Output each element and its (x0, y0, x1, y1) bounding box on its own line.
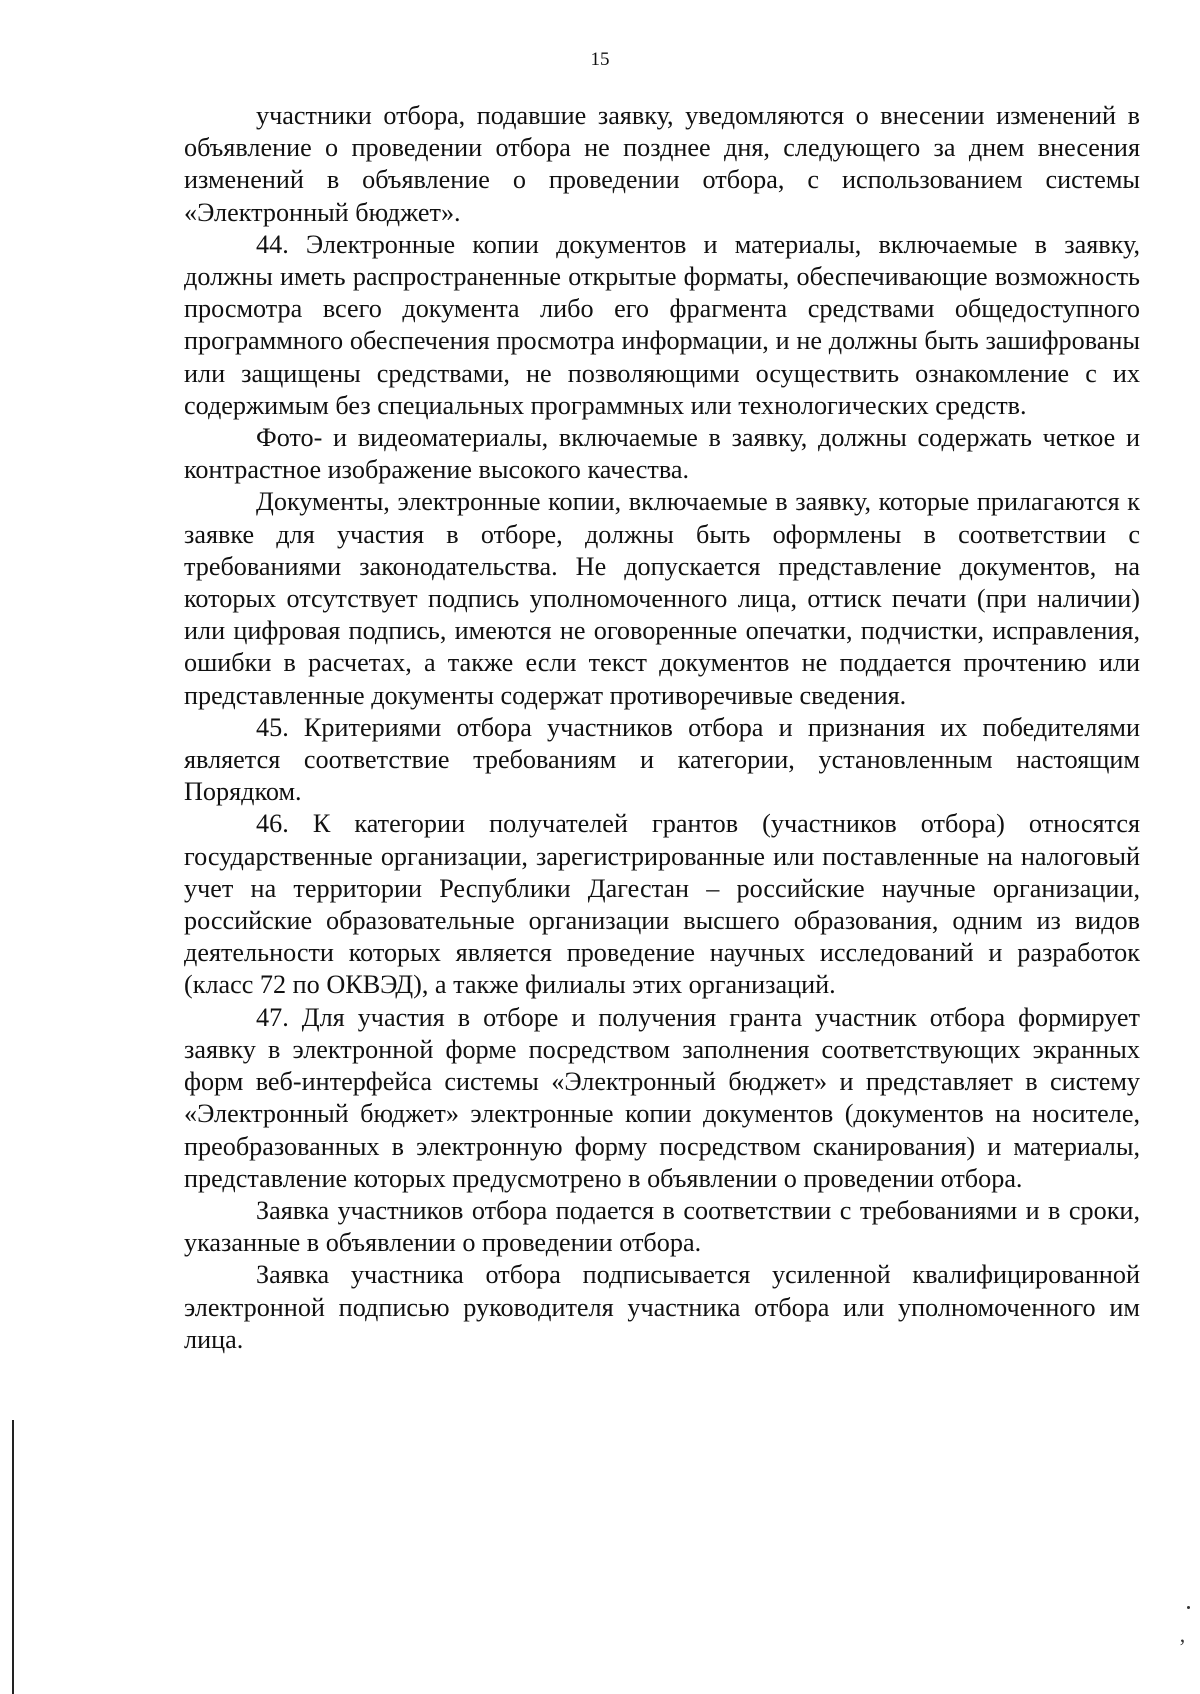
paragraph-photo-video: Фото- и видеоматериалы, включаемые в заявку, должны содержать четкое и контрастное изображение высокого качества. (184, 423, 1140, 485)
scan-artifact-dot (1187, 1606, 1190, 1609)
paragraph-application-submission: Заявка участников отбора подается в соответствии с требованиями и в сроки, указанные в объявлении о проведении отбора. (184, 1195, 1140, 1258)
page-number: 15 (590, 49, 610, 70)
paragraph-item-46: 46. К категории получателей грантов (участников отбора) относятся государственные организации, зарегистрированные или поставленные на налоговый учет на территории Республики Дагестан – российские научные организации, российские образовательные организации высшего образования, одним из видов деятельности которых является проведение научных исследований и разработок (класс 72 по ОКВЭД), а также филиалы этих организаций. (184, 809, 1140, 1000)
paragraph-item-45: 45. Критериями отбора участников отбора и признания их победителями является соответствие требованиям и категории, установленным настоящим Порядком. (184, 712, 1140, 807)
paragraph-continuation: участники отбора, подавшие заявку, уведомляются о внесении изменений в объявление о проведении отбора не позднее дня, следующего за днем внесения изменений в объявление о проведении отбора, с использованием системы «Электронный бюджет». (184, 101, 1140, 227)
paragraph-documents: Документы, электронные копии, включаемые в заявку, которые прилагаются к заявке для участия в отборе, должны быть оформлены в соответствии с требованиями законодательства. Не допускается представление документов, на которых отсутствует подпись уполномоченного лица, оттиск печати (при наличии) или цифровая подпись, имеются не оговоренные опечатки, подчистки, исправления, ошибки в расчетах, а также если текст документов не поддается прочтению или представленные документы содержат противоречивые сведения. (184, 487, 1140, 710)
paragraph-application-signature: Заявка участника отбора подписывается усиленной квалифицированной электронной подписью руководителя участника отбора или уполномоченного им лица. (184, 1260, 1140, 1354)
paragraph-item-44: 44. Электронные копии документов и материалы, включаемые в заявку, должны иметь распространенные открытые форматы, обеспечивающие возможность просмотра всего документа либо его фрагмента средствами общедоступного программного обеспечения просмотра информации, и не должны быть зашифрованы или защищены средствами, не позволяющими осуществить ознакомление с их содержимым без специальных программных или технологических средств. (184, 229, 1140, 420)
document-body (184, 100, 1140, 1356)
scan-artifact-mark: ’ (1178, 1634, 1186, 1659)
scan-edge-line (12, 1420, 14, 1694)
paragraph-item-47: 47. Для участия в отборе и получения гранта участник отбора формирует заявку в электронной форме посредством заполнения соответствующих экранных форм веб-интерфейса системы «Электронный бюджет» и представляет в систему «Электронный бюджет» электронные копии документов (документов на носителе, преобразованных в электронную форму посредством сканирования) и материалы, представление которых предусмотрено в объявлении о проведении отбора. (184, 1002, 1140, 1193)
